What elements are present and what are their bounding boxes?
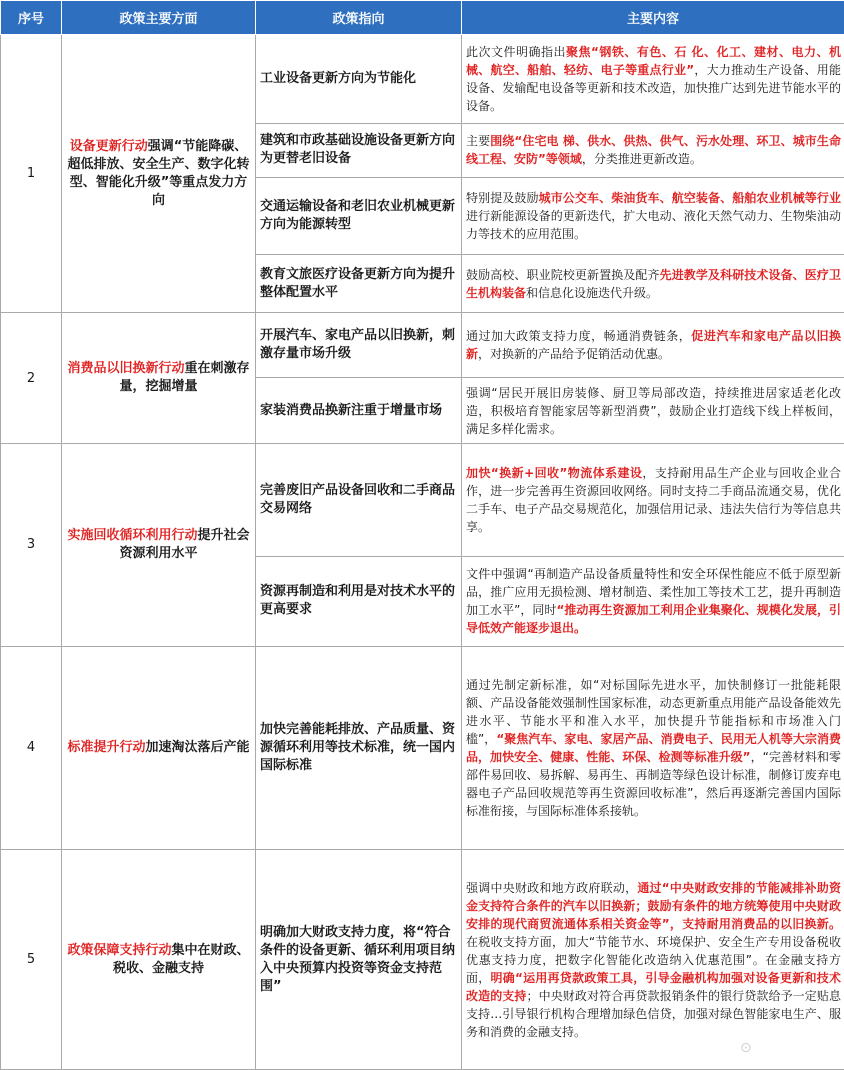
table-row <box>1 444 844 556</box>
table-row <box>1 646 844 850</box>
main-content <box>462 556 844 646</box>
body-text: 此次文件明确指出 <box>466 45 566 60</box>
highlight-text: 加快“换新+回收”物流体系建设 <box>466 465 643 480</box>
highlight-text: “推动再生资源加工利用企业集聚化、规模化发展，引导低效产能逐步退出。 <box>466 603 842 636</box>
body-text: ；中央财政对符合再贷款报销条件的银行贷款给予一定贴息支持…引导银行机构合理增加绿色信贷，加强对绿色智能家电生产、服务和消费的金融支持。 <box>466 988 841 1039</box>
main-content <box>462 177 844 254</box>
row-number: 4 <box>1 646 62 850</box>
body-text: 鼓励高校、职业院校更新置换及配齐 <box>466 267 660 282</box>
highlight-text: 设备更新行动 <box>69 138 148 154</box>
table-row <box>1 35 844 124</box>
policy-direction: 完善废旧产品设备回收和二手商品交易网络 <box>256 444 462 556</box>
row-number: 2 <box>1 313 62 444</box>
policy-direction: 明确加大财政支持力度，将“符合条件的设备更新、循环利用项目纳入中央预算内投资等资金支持范围” <box>256 850 462 1070</box>
highlight-text: 聚焦“钢铁、有色、石 化、化工、建材、电力、机械、航空、船舶、轻纺、电子等重点行业” <box>466 45 841 78</box>
body-text: ，支持耐用品生产企业与回收企业合作，进一步完善再生资源回收网络。同时支持二手商品流通交易，优化二手车、电子产品交易规范化，加强信用记录、违法失信行为等信息共享。 <box>466 465 841 534</box>
body-text: 重在刺激存量，挖掘增量 <box>119 361 250 395</box>
body-text: ，分类推进更新改造。 <box>581 152 702 167</box>
header-row <box>1 1 844 35</box>
policy-direction: 家装消费品换新注重于增量市场 <box>256 378 462 444</box>
main-content <box>462 254 844 313</box>
main-content <box>462 850 844 1070</box>
main-content <box>462 124 844 178</box>
body-text: 加速淘汰落后产能 <box>145 739 250 755</box>
body-text: 强调“居民开展旧房装修、厨卫等局部改造，持续推进居家适老化改造，积极培育智能家居等新型消费”，鼓励企业打造线下线上样板间，满足多样化需求。 <box>466 385 841 436</box>
row-number: 1 <box>1 35 62 313</box>
policy-direction: 资源再制造和利用是对技术水平的更高要求 <box>256 556 462 646</box>
main-content <box>462 313 844 378</box>
body-text: 集中在财政、税收、金融支持 <box>112 942 250 976</box>
main-content <box>462 444 844 556</box>
highlight-text: 通过“中央财政安排的节能减排补助资金支持符合条件的汽车以旧换新；鼓励有条件的地方统筹使用中央财政安排的现代商贸流通体系相关资金等”，支持耐用消费品的以旧换新。 <box>466 880 841 931</box>
policy-direction: 建筑和市政基础设施设备更新方向为更替老旧设备 <box>256 124 462 178</box>
highlight-text: 实施回收循环利用行动 <box>67 527 198 543</box>
policy-aspect <box>62 646 256 850</box>
main-content <box>462 646 844 850</box>
highlight-text: 促进汽车和家电产品以旧换新 <box>466 329 841 362</box>
body-text: 特别提及鼓励 <box>466 190 539 205</box>
highlight-text: 围绕“住宅电 梯、供水、供热、供气、污水处理、环卫、城市生命线工程、安防”等领域 <box>466 134 841 167</box>
header-aspect: 政策主要方面 <box>62 1 256 35</box>
highlight-text: 消费品以旧换新行动 <box>67 361 185 377</box>
highlight-text: “聚焦汽车、家电、家居产品、消费电子、民用无人机等大宗消费品，加快安全、健康、性能、环保、检测等标准升级” <box>466 731 842 764</box>
watermark: ⊙ <box>740 1040 752 1056</box>
policy-aspect <box>62 850 256 1070</box>
highlight-text: 城市公交车、柴油货车、航空装备、船舶农业机械等行业 <box>538 190 841 205</box>
body-text: 在税收支持方面，加大“节能节水、环境保护、安全生产专用设备税收优惠支持力度，把数字化智能化改造纳入优惠范围”。在金融支持方面， <box>466 934 841 985</box>
row-number: 5 <box>1 850 62 1070</box>
body-text: ，对换新的产品给予促销活动优惠。 <box>478 347 671 362</box>
header-direction: 政策指向 <box>256 1 462 35</box>
body-text: ，大力推动生产设备、用能设备、发输配电设备等更新和技术改造，加快推广达到先进节能水平的设备。 <box>466 63 841 114</box>
body-text: ，“完善材料和零部件易回收、易拆解、易再生、再制造等绿色设计标准，制修订废弃电器电子产品回收规范等再生资源回收标准”，然后再逐渐完善国内国际标准衔接，与国际标准体系接轨。 <box>466 749 842 818</box>
highlight-text: 政策保障支持行动 <box>67 942 172 958</box>
header-content: 主要内容 <box>462 1 844 35</box>
policy-direction: 加快完善能耗排放、产品质量、资源循环利用等技术标准，统一国内国际标准 <box>256 646 462 850</box>
body-text: 进行新能源设备的更新迭代，扩大电动、液化天然气动力、生物柴油动力等技术的应用范围。 <box>466 208 841 241</box>
body-text: 强调“节能降碳、超低排放、安全生产、数字化转型、智能化升级”等重点发力方向 <box>67 138 250 208</box>
policy-aspect <box>62 35 256 313</box>
table-row <box>1 850 844 1070</box>
body-text: 通过先制定新标准，如“对标国际先进水平，加快制修订一批能耗限额、产品设备能效强制性国家标准，动态更新重点用能产品设备能效先进水平、节能水平和准入水平，加快提升节能指标和市场准入门槛”， <box>466 677 841 746</box>
body-text: 通过加大政策支持力度，畅通消费链条， <box>466 329 692 344</box>
body-text: 主要 <box>466 134 491 149</box>
policy-direction: 开展汽车、家电产品以旧换新，刺激存量市场升级 <box>256 313 462 378</box>
header-seq: 序号 <box>1 1 62 35</box>
policy-aspect <box>62 444 256 647</box>
body-text: 提升社会资源利用水平 <box>119 527 250 561</box>
body-text: 文件中强调“再制造产品设备质量特性和安全环保性能应不低于原型新品，推广应用无损检测、增材制造、柔性加工等技术工艺，提升再制造加工水平”，同时 <box>466 567 841 618</box>
main-content <box>462 35 844 124</box>
highlight-text: 标准提升行动 <box>67 739 146 755</box>
policy-direction: 交通运输设备和老旧农业机械更新方向为能源转型 <box>256 177 462 254</box>
body-text: 强调中央财政和地方政府联动， <box>466 880 638 895</box>
highlight-text: 先进教学及科研技术设备、医疗卫生机构装备 <box>466 267 841 300</box>
body-text: 和信息化设施迭代升级。 <box>526 285 659 300</box>
policy-aspect <box>62 313 256 444</box>
policy-direction: 工业设备更新方向为节能化 <box>256 35 462 124</box>
row-number: 3 <box>1 444 62 647</box>
policy-direction: 教育文旅医疗设备更新方向为提升整体配置水平 <box>256 254 462 313</box>
main-content <box>462 378 844 444</box>
table-row <box>1 313 844 378</box>
highlight-text: 明确“运用再贷款政策工具，引导金融机构加强对设备更新和技术改造的支持 <box>466 970 841 1003</box>
